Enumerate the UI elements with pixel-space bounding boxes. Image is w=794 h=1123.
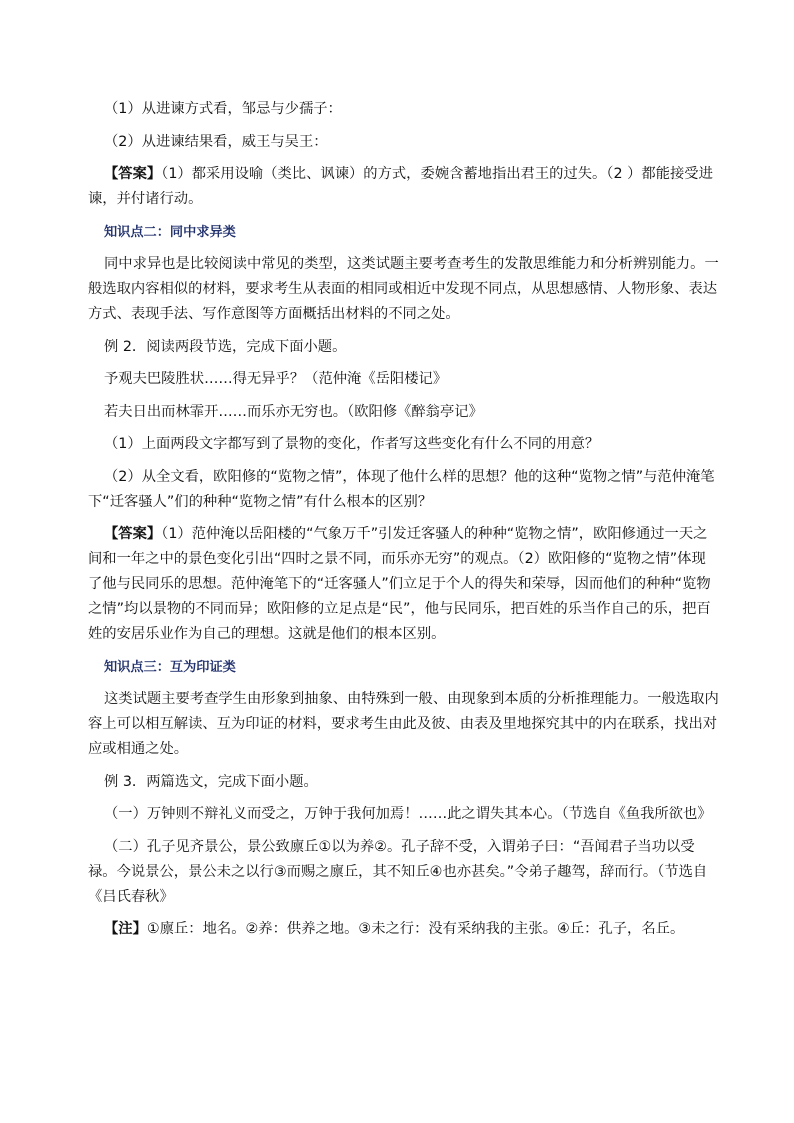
answer-2 — [88, 522, 720, 647]
example-3-title: 例 3．两篇选文，完成下面小题。 — [104, 773, 318, 790]
answer-1 — [88, 162, 720, 212]
knowledge-point-2-description: 同中求异也是比较阅读中常见的类型，这类试题主要考查考生的发散思维能力和分析辨别能力。一般选取内容相似的材料，要求考生从表面的相同或相近中发现不同点，从思想感情、人物形象、表达方式、表现手法、写作意图等方面概括出材料的不同之处。 — [88, 256, 719, 322]
example-2-excerpt-2: 若夫日出而林霏开……而乐亦无穷也。（欧阳修《醉翁亭记》 — [104, 403, 483, 420]
note-label: 【注】 — [104, 921, 147, 937]
answer-label: 【答案】 — [104, 166, 162, 182]
note-text: ①廪丘：地名。②养：供养之地。③未之行：没有采纳我的主张。④丘：孔子，名丘。 — [146, 921, 685, 937]
example-2-question-1: （1）上面两段文字都写到了景物的变化，作者写这些变化有什么不同的用意？ — [104, 436, 600, 452]
document-page — [88, 97, 720, 942]
example-2-excerpt-1: 予观夫巴陵胜状……得无异乎？（范仲淹《岳阳楼记》 — [104, 371, 448, 387]
example-3-excerpt-1: （一）万钟则不辩礼义而受之，万钟于我何加焉！……此之谓失其本心。（节选自《鱼我所欲也》 — [104, 806, 712, 822]
note — [88, 917, 720, 942]
answer-text: （1）都采用设喻（类比、讽谏）的方式，委婉含蓄地指出君王的过失。（2 ）都能接受进谏，并付诸行动。 — [88, 166, 713, 207]
example-3-excerpt-2: （二）孔子见齐景公，景公致廪丘①以为养②。孔子辞不受，入谓弟子曰：“吾闻君子当功以受禄。今说景公，景公未之以行③而赐之廪丘，其不知丘④也亦甚矣。”令弟子趣驾，辞而行。（节选自《吕氏春秋》 — [88, 838, 708, 905]
question-1: （1）从进谏方式看，邹忌与少孺子： — [104, 101, 342, 117]
example-2-title: 例 2．阅读两段节选，完成下面小题。 — [104, 338, 347, 355]
answer-text: （1）范仲淹以岳阳楼的“气象万千”引发迁客骚人的种种“览物之情”，欧阳修通过一天之间和一年之中的景色变化引出“四时之景不同，而乐亦无穷”的观点。（2）欧阳修的“览物之情”体现了他与民同乐的思想。范仲淹笔下的“迁客骚人”们立足于个人的得失和荣辱，因而他们的种种“览物之情”均以景物的不同而异；欧阳修的立足点是“民”，他与民同乐，把百姓的乐当作自己的乐，把百姓的安居乐业作为自己的理想。这就是他们的根本区别。 — [88, 526, 711, 642]
answer-label: 【答案】 — [104, 526, 162, 542]
knowledge-point-3-description: 这类试题主要考查学生由形象到抽象、由特殊到一般、由现象到本质的分析推理能力。一般选取内容上可以相互解读、互为印证的材料，要求考生由此及彼、由表及里地探究其中的内在联系，找出对应或相通之处。 — [88, 691, 719, 757]
knowledge-point-3-heading: 知识点三：互为印证类 — [104, 659, 236, 675]
question-2: （2）从进谏结果看，威王与吴王： — [104, 133, 328, 150]
example-2-question-2: （2）从全文看，欧阳修的“览物之情”，体现了他什么样的思想？他的这种“览物之情”与范仲淹笔下“迁客骚人”们的种种“览物之情”有什么根本的区别？ — [88, 468, 715, 510]
knowledge-point-2-heading: 知识点二：同中求异类 — [104, 224, 236, 240]
